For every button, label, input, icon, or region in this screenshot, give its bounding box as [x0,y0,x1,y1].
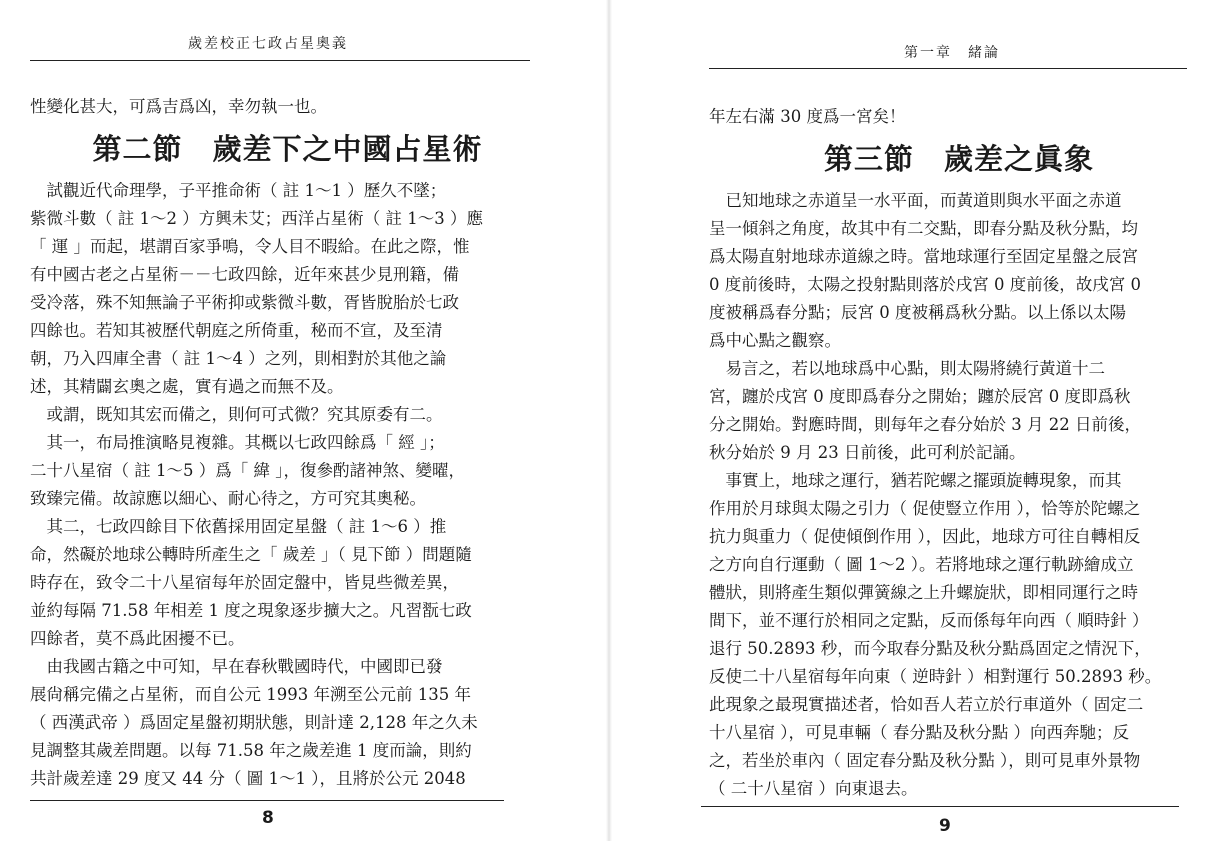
section-heading: 歲差下之中國占星術 [212,132,483,166]
text-line: 致臻完備。故諒應以細心、耐心待之，方可究其奧秘。 [30,489,426,508]
text-line: 四餘者，莫不爲此困擾不已。 [30,629,245,648]
section-heading: 歲差之眞象 [944,142,1095,176]
text-line: 年左右滿 30 度爲一宮矣！ [709,107,906,126]
text-line: 已知地球之赤道呈一水平面，而黃道則與水平面之赤道 [709,191,1122,210]
text-line: 時存在，致令二十八星宿每年於固定盤中，皆見些微差異， [30,573,459,592]
text-line: 命，然礙於地球公轉時所產生之「 歲差 」（ 見下節 ）問題隨 [30,545,472,564]
left-body [30,93,545,793]
text-line: 或謂，既知其宏而備之，則何可式微？究其原委有二。 [30,405,443,424]
right-page [609,0,1219,841]
text-line: 二十八星宿（ 註 1～5 ）爲「 緯 」，復參酌諸神煞、變曜， [30,461,465,480]
left-page [0,0,609,841]
text-line: 見調整其歲差問題。以每 71.58 年之歲差進 1 度而論，則約 [30,741,472,760]
text-line: 「 運 」而起，堪謂百家爭鳴，令人目不暇給。在此之際，惟 [30,237,470,256]
text-line: 作用於月球與太陽之引力（ 促使豎立作用 ），恰等於陀螺之 [709,499,1141,518]
right-body [709,103,1209,803]
text-line: 度被稱爲春分點；辰宮 0 度被稱爲秋分點。以上係以太陽 [709,303,1126,322]
section-title [30,121,545,177]
text-line: 其一，布局推演略見複雜。其概以七政四餘爲「 經 」； [30,433,445,452]
footer-rule [701,806,1179,807]
footer-rule [30,800,504,801]
text-line: 宮，躔於戌宮 0 度即爲春分之開始；躔於辰宮 0 度即爲秋 [709,387,1131,406]
text-line: 之方向自行運動（ 圖 1～2 ）。若將地球之運行軌跡繪成立 [709,555,1134,574]
text-line: 間下，並不運行於相同之定點，反而係每年向西（ 順時針 ） [709,611,1149,630]
left-paragraphs [30,177,545,793]
section-number: 第三節 [823,142,914,176]
text-line: 四餘也。若知其被歷代朝庭之所倚重，秘而不宣，及至清 [30,321,443,340]
text-line: 爲中心點之觀察。 [709,331,841,350]
text-line: 由我國古籍之中可知，早在春秋戰國時代，中國即已發 [30,657,443,676]
text-line: （ 西漢武帝 ）爲固定星盤初期狀態，則計達 2,128 年之久未 [30,713,478,732]
text-line: 呈一傾斜之角度，故其中有二交點，即春分點及秋分點，均 [709,219,1138,238]
page-number: 9 [939,816,951,836]
section-number: 第二節 [92,132,183,166]
header-rule [709,68,1187,69]
text-line: 受冷落，殊不知無論子平術抑或紫微斗數，胥皆脫胎於七政 [30,293,459,312]
text-line: 其二，七政四餘目下依舊採用固定星盤（ 註 1～6 ）推 [30,517,447,536]
text-line: （ 二十八星宿 ）向東退去。 [709,779,918,798]
text-line: 退行 50.2893 秒，而今取春分點及秋分點爲固定之情況下， [709,639,1151,658]
text-line: 共計歲差達 29 度又 44 分（ 圖 1～1 ），且將於公元 2048 [30,769,466,788]
text-line: 分之開始。對應時間，則每年之春分始於 3 月 22 日前後， [709,415,1141,434]
text-line: 爲太陽直射地球赤道線之時。當地球運行至固定星盤之辰宮 [709,247,1138,266]
text-line: 述，其精闢玄奧之處，實有過之而無不及。 [30,377,344,396]
running-header: 第一章 緒論 [904,45,1000,61]
text-line: 有中國古老之占星術－－七政四餘，近年來甚少見刑籍，備 [30,265,459,284]
text-line: 之，若坐於車內（ 固定春分點及秋分點 ），則可見車外景物 [709,751,1141,770]
section-title [709,131,1209,187]
text-line: 紫微斗數（ 註 1～2 ）方興未艾；西洋占星術（ 註 1～3 ）應 [30,209,483,228]
text-line: 試觀近代命理學，子平推命術（ 註 1～1 ）歷久不墜； [30,181,447,200]
text-line: 體狀，則將產生類似彈簧線之上升螺旋狀，即相同運行之時 [709,583,1138,602]
text-line: 並約每隔 71.58 年相差 1 度之現象逐步擴大之。凡習翫七政 [30,601,472,620]
running-header: 歲差校正七政占星奧義 [188,36,348,52]
text-line: 事實上，地球之運行，猶若陀螺之擺頭旋轉現象，而其 [709,471,1122,490]
header-rule [30,60,530,61]
right-paragraphs [709,187,1209,803]
text-line: 易言之，若以地球爲中心點，則太陽將繞行黃道十二 [709,359,1105,378]
text-line: 展尙稱完備之占星術，而自公元 1993 年溯至公元前 135 年 [30,685,471,704]
text-line: 此現象之最現實描述者，恰如吾人若立於行車道外（ 固定二 [709,695,1144,714]
text-line: 十八星宿 ），可見車輛（ 春分點及秋分點 ）向西奔馳；反 [709,723,1129,742]
text-line: 0 度前後時，太陽之投射點則落於戌宮 0 度前後，故戌宮 0 [709,275,1141,294]
text-line: 反使二十八星宿每年向東（ 逆時針 ）相對運行 50.2893 秒。 [709,667,1162,686]
text-line: 朝，乃入四庫全書（ 註 1～4 ）之列，則相對於其他之論 [30,349,447,368]
text-line: 秋分始於 9 月 23 日前後，此可利於記誦。 [709,443,1026,462]
text-line: 抗力與重力（ 促使傾倒作用 ），因此，地球方可往自轉相反 [709,527,1141,546]
text-line: 性變化甚大，可爲吉爲凶，幸勿執一也。 [30,97,327,116]
page-number: 8 [262,808,274,828]
